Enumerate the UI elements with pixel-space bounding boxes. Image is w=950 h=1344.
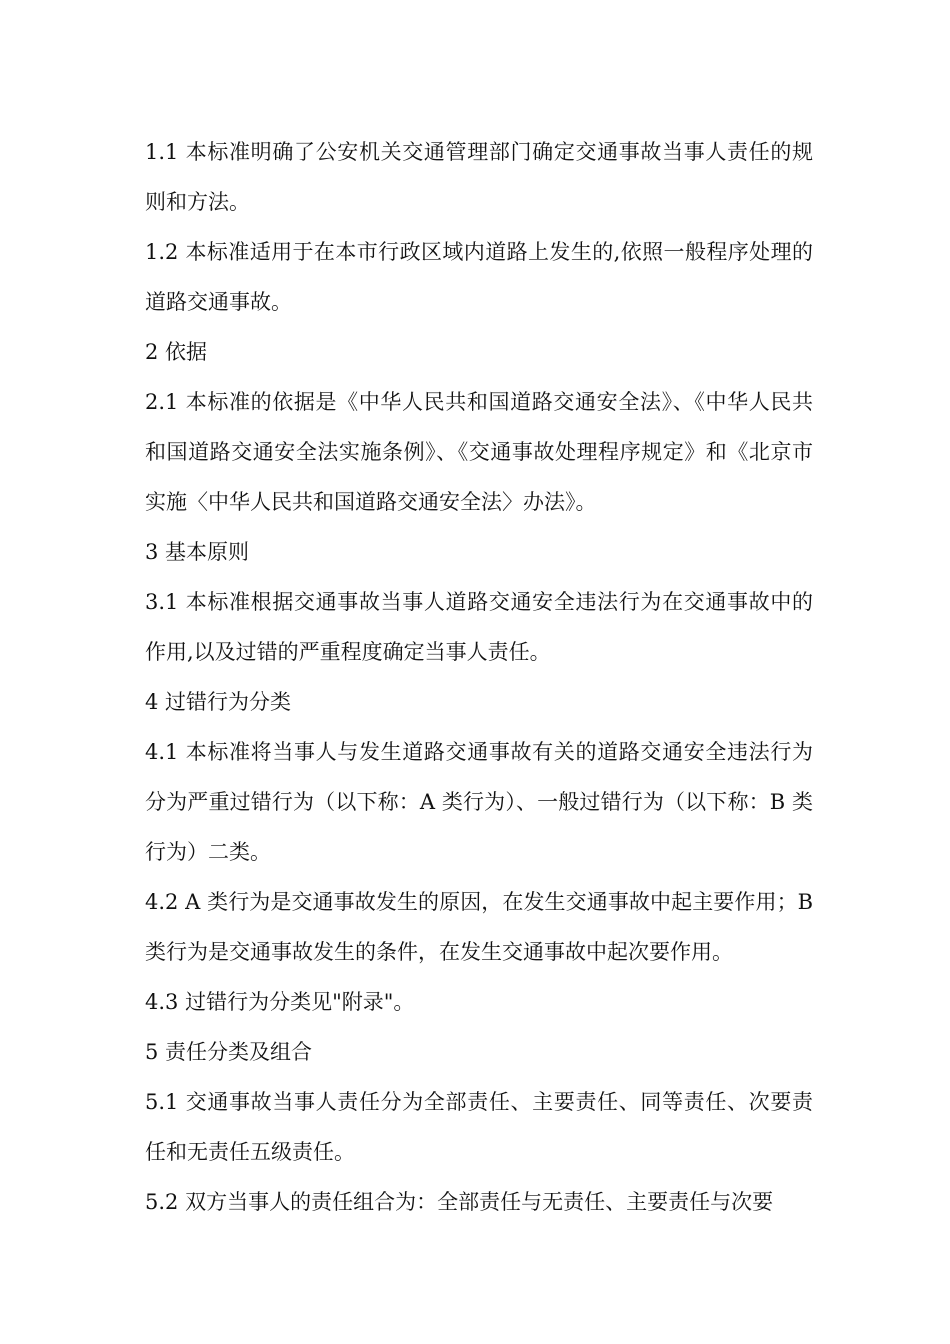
paragraph-3-1: 3.1 本标准根据交通事故当事人道路交通安全违法行为在交通事故中的作用,以及过错的严重程度确定当事人责任。 — [145, 590, 813, 664]
paragraph-4-1: 4.1 本标准将当事人与发生道路交通事故有关的道路交通安全违法行为分为严重过错行为（以下称：A 类行为）、一般过错行为（以下称：B 类行为）二类。 — [145, 740, 813, 864]
document-body — [145, 127, 813, 1227]
section-heading-5: 5 责任分类及组合 — [145, 1040, 313, 1064]
paragraph-1-1: 1.1 本标准明确了公安机关交通管理部门确定交通事故当事人责任的规则和方法。 — [145, 140, 813, 214]
paragraph-4-3: 4.3 过错行为分类见"附录"。 — [145, 990, 415, 1014]
section-heading-2: 2 依据 — [145, 340, 208, 364]
paragraph-5-2: 5.2 双方当事人的责任组合为：全部责任与无责任、主要责任与次要 — [145, 1190, 774, 1214]
paragraph-4-2: 4.2 A 类行为是交通事故发生的原因，在发生交通事故中起主要作用；B 类行为是交通事故发生的条件，在发生交通事故中起次要作用。 — [145, 890, 813, 964]
section-heading-3: 3 基本原则 — [145, 540, 250, 564]
paragraph-1-2: 1.2 本标准适用于在本市行政区域内道路上发生的,依照一般程序处理的道路交通事故。 — [145, 240, 813, 314]
paragraph-5-1: 5.1 交通事故当事人责任分为全部责任、主要责任、同等责任、次要责任和无责任五级责任。 — [145, 1090, 813, 1164]
paragraph-2-1: 2.1 本标准的依据是《中华人民共和国道路交通安全法》、《中华人民共和国道路交通安全法实施条例》、《交通事故处理程序规定》和《北京市实施〈中华人民共和国道路交通安全法〉办法》。 — [145, 390, 813, 514]
section-heading-4: 4 过错行为分类 — [145, 690, 292, 714]
